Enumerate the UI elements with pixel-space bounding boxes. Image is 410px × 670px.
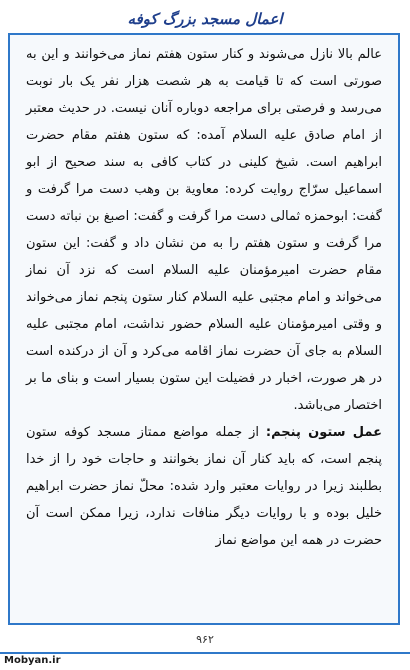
- page-number: ۹۶۲: [196, 633, 214, 646]
- page-body: [26, 41, 382, 554]
- page-header: [0, 6, 410, 34]
- site-watermark: Mobyan.ir: [4, 655, 61, 666]
- body-paragraph: عالم بالا نازل می‌شوند و کنار ستون هفتم نماز می‌خوانند و این به صورتی است که تا قیامت به هر شصت هزار نفر یک بار نوبت می‌رسد و فرصتی برای مراجعه دوباره آنان نیست. در حدیث معتبر از امام صادق علیه السلام آمده: که ستون هفتم مقام حضرت ابراهیم است. شیخ کلینی در کتاب کافی به سند صحیح از ابو اسماعیل سرّاج روایت کرده: معاویة بن وهب دست مرا گرفت و گفت: ابوحمزه ثمالی دست مرا گرفت و گفت: اصبغ بن نباته دست مرا گرفت و ستون هفتم را به من نشان داد و گفت: این ستون مقام حضرت امیرمؤمنان علیه السلام است که نزد آن نماز می‌خواند و امام مجتبی علیه السلام کنار ستون پنجم نماز می‌خواند و وقتی امیرمؤمنان علیه السلام حضور نداشت، امام مجتبی علیه السلام به جای آن حضرت نماز اقامه می‌کرد و آن از درکنده است در هر صورت، اخبار در فضیلت این ستون بسیار است و بنای ما بر اختصار می‌باشد.: [26, 47, 382, 413]
- header-title: اعمال مسجد بزرگ کوفه: [127, 10, 283, 28]
- body-paragraph-2: [26, 419, 382, 554]
- page-frame: [8, 33, 400, 625]
- paragraph-text: از جمله مواضع ممتاز مسجد کوفه ستون پنجم است، که باید کنار آن نماز بخوانند و حاجات خود را از خدا بطلبند زیرا در روایات معتبر وارد شده: محلّ نماز حضرت ابراهیم خلیل بوده و با روایات دیگر منافات ندارد، زیرا ممکن است آن حضرت در همه این مواضع نماز: [26, 425, 382, 548]
- paragraph-heading: عمل ستون پنجم:: [265, 425, 382, 440]
- footer-divider: [0, 652, 410, 654]
